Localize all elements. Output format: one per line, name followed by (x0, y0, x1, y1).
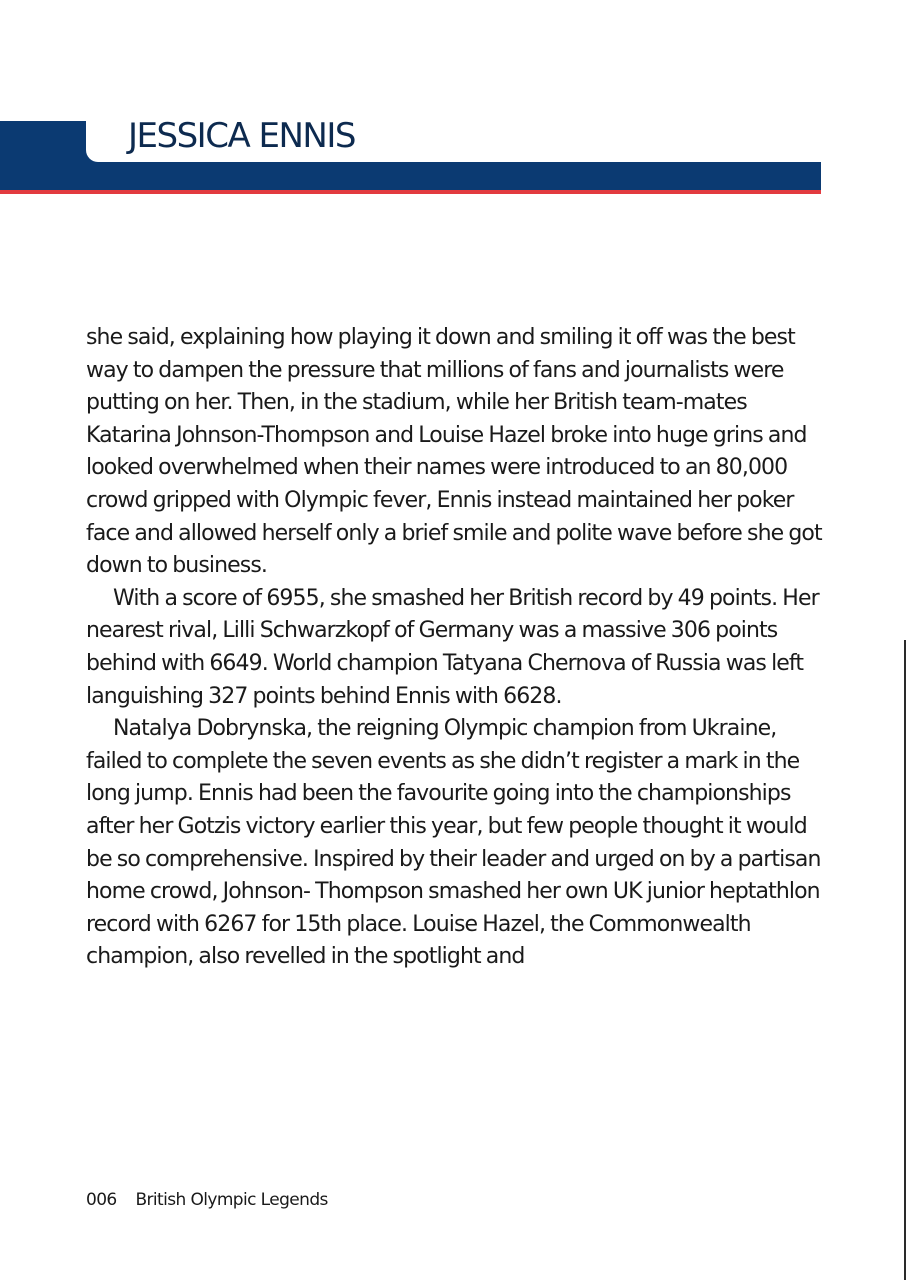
header-strip (0, 162, 821, 190)
page-edge-line (904, 640, 906, 1280)
publication-title: British Olympic Legends (135, 1190, 328, 1210)
page-title: JESSICA ENNIS (128, 116, 355, 156)
article-body (86, 322, 826, 974)
paragraph-2: With a score of 6955, she smashed her British record by 49 points. Her nearest rival, Lilli Schwarzkopf of Germany was a massive 306 points behind with 6649. World champion Tatyana Chernova of Russia was left languishing 327 points behind Ennis with 6628. (86, 585, 819, 709)
paragraph-1: she said, explaining how playing it down and smiling it off was the best way to dampen the pressure that millions of fans and journalists were putting on her. Then, in the stadium, while her British team-mates Katarina Johnson-Thompson and Louise Hazel broke into huge grins and looked overwhelmed when their names were introduced to an 80,000 crowd gripped with Olympic fever, Ennis instead maintained her poker face and allowed herself only a brief smile and polite wave before she got down to business. (86, 325, 822, 579)
header-accent-line (0, 190, 821, 194)
paragraph-3: Natalya Dobrynska, the reigning Olympic champion from Ukraine, failed to complete the seven events as she didn’t register a mark in the long jump. Ennis had been the favourite going into the championships after her Gotzis victory earlier this year, but few people thought it would be so comprehensive. Inspired by their leader and urged on by a partisan home crowd, Johnson- Thompson smashed her own UK junior heptathlon record with 6267 for 15th place. Louise Hazel, the Commonwealth champion, also revelled in the spotlight and (86, 716, 821, 970)
page-footer (86, 1190, 328, 1210)
page-number: 006 (86, 1190, 117, 1210)
